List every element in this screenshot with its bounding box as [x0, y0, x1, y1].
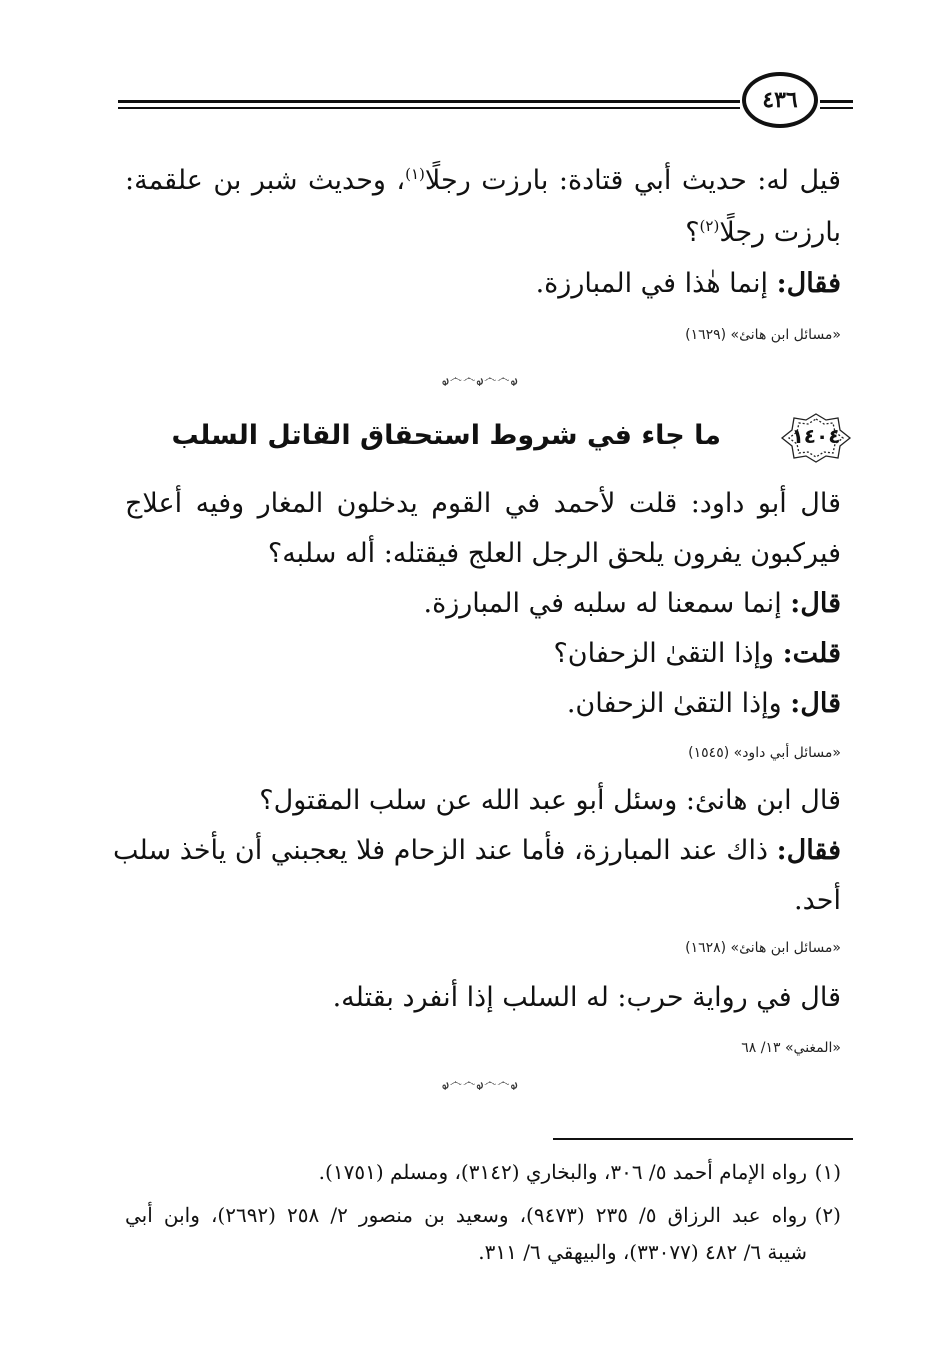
chapter-title: ما جاء في شروط استحقاق القاتل السلب	[171, 420, 721, 451]
text-line: فقال: إنما هٰذا في المبارزة.	[535, 268, 841, 299]
speaker-label: قلت:	[782, 638, 841, 669]
footnote: (١)رواه الإمام أحمد ٥/ ٣٠٦، والبخاري (٣١٤٢)، ومسلم (١٧٥١).	[318, 1160, 841, 1184]
divider-ornament: ࢪ෴෴ࢪ෴෴ࢪ	[441, 371, 519, 386]
header-rule	[118, 100, 740, 103]
text-line: قال: إنما سمعنا له سلبه في المبارزة.	[423, 588, 841, 619]
source-citation: «المغني» ١٣/ ٦٨	[741, 1040, 841, 1056]
footnote-ref[interactable]: (١)	[405, 165, 425, 183]
text-line: فقال: ذاك عند المبارزة، فأما عند الزحام فلا يعجبني أن يأخذ سلب	[113, 835, 841, 866]
text-line: قال أبو داود: قلت لأحمد في القوم يدخلون المغار وفيه أعلاج	[125, 488, 841, 519]
source-citation: «مسائل ابن هانئ» (١٦٢٨)	[685, 940, 841, 956]
text-line: قال ابن هانئ: وسئل أبو عبد الله عن سلب المقتول؟	[259, 785, 841, 816]
page-number: ٤٣٦	[742, 72, 818, 128]
page-header	[118, 72, 853, 132]
header-rule-right	[820, 100, 853, 103]
speaker-label: فقال:	[776, 268, 841, 299]
text-line: قيل له: حديث أبي قتادة: بارزت رجلًا$^{(١)}$، وحديث شبر بن علقمة:	[125, 165, 841, 196]
source-citation: «مسائل أبي داود» (١٥٤٥)	[688, 745, 841, 761]
text-line: قال: وإذا التقىٰ الزحفان.	[566, 688, 841, 719]
header-rule-thin	[118, 107, 740, 109]
footnote-rule	[553, 1138, 853, 1140]
chapter-number: ١٤٠٤	[791, 424, 841, 448]
text-line: فيركبون يفرون يلحق الرجل العلج فيقتله: أله سلبه؟	[267, 538, 841, 569]
footnote-number: (١)	[814, 1160, 841, 1184]
footnote: (٢)رواه عبد الرزاق ٥/ ٢٣٥ (٩٤٧٣)، وسعيد بن منصور ٢/ ٢٥٨ (٢٦٩٢)، وابن أبي	[125, 1203, 841, 1227]
text-line: بارزت رجلًا$^{(٢)}$؟	[685, 217, 841, 248]
footnote-continuation: شيبة ٦/ ٤٨٢ (٣٣٠٧٧)، والبيهقي ٦/ ٣١١.	[478, 1240, 807, 1264]
divider-ornament: ࢪ෴෴ࢪ෴෴ࢪ	[441, 1075, 519, 1090]
speaker-label: قال:	[790, 688, 841, 719]
text-line: أحد.	[794, 885, 841, 916]
footnote-ref[interactable]: (٢)	[699, 217, 720, 235]
chapter-number-badge	[780, 412, 852, 464]
speaker-label: فقال:	[776, 835, 841, 866]
header-rule-right-thin	[820, 107, 853, 109]
text-line: قلت: وإذا التقىٰ الزحفان؟	[553, 638, 841, 669]
text-line: قال في رواية حرب: له السلب إذا أنفرد بقتله.	[332, 982, 841, 1013]
source-citation: «مسائل ابن هانئ» (١٦٢٩)	[685, 327, 841, 343]
speaker-label: قال:	[790, 588, 841, 619]
footnote-number: (٢)	[814, 1203, 841, 1227]
